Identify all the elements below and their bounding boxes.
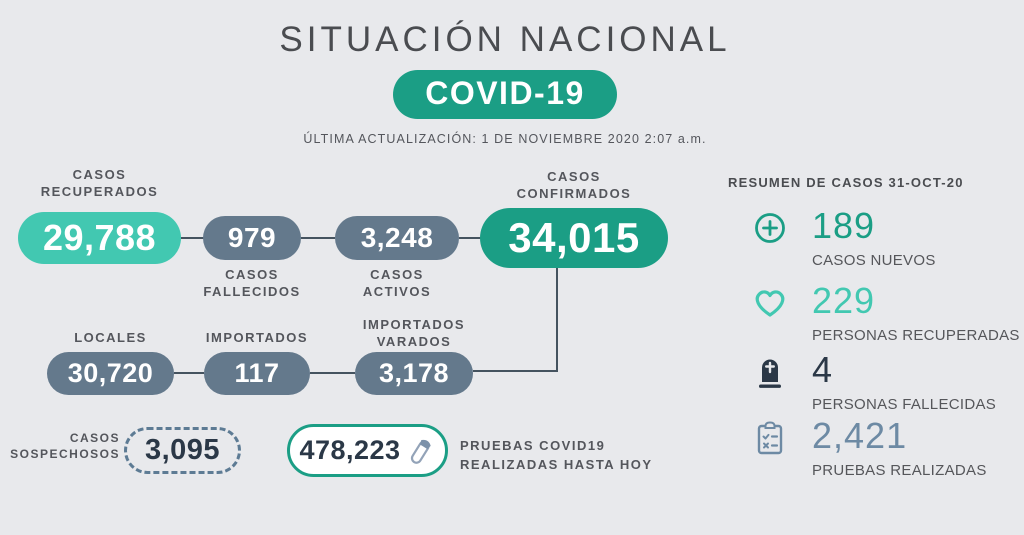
summary-row-casos-nuevos [744,206,936,269]
pill-casos-confirmados: 34,015 [480,208,668,268]
summary-row-personas-recuperadas [744,281,1020,344]
pill-pruebas-realizadas [287,424,448,477]
heart-icon [744,281,796,325]
summary-row-personas-fallecidas [744,350,996,413]
summary-label: CASOS NUEVOS [812,252,936,269]
connector-recovered-deceased [181,237,204,239]
pill-importados-varados: 3,178 [355,352,473,395]
tombstone-icon [744,350,796,394]
pill-locales: 30,720 [47,352,174,395]
summary-label: PRUEBAS REALIZADAS [812,462,987,479]
page-title: SITUACIÓN NACIONAL [279,20,731,59]
summary-label: PERSONAS FALLECIDAS [812,396,997,413]
summary-value: 2,421 [812,415,908,456]
connector-local-imported [174,372,204,374]
last-updated-text: ÚLTIMA ACTUALIZACIÓN: 1 DE NOVIEMBRE 2020 2:07 a.m. [303,132,707,146]
summary-row-pruebas-realizadas [744,416,987,479]
clipboard-icon [744,416,796,460]
summary-value: 229 [812,280,876,321]
label-casos-fallecidos: CASOS FALLECIDOS [203,267,301,299]
summary-value: 189 [812,205,876,246]
label-locales: LOCALES [74,330,147,345]
label-pruebas-covid19: PRUEBAS COVID19 REALIZADAS HASTA HOY [460,438,653,472]
pill-casos-activos: 3,248 [335,216,459,260]
pill-casos-recuperados: 29,788 [18,212,181,264]
connector-confirmed-elbow-horizontal [473,370,558,372]
label-casos-recuperados: CASOS RECUPERADOS [40,167,159,199]
connector-active-confirmed [459,237,481,239]
label-importados: IMPORTADOS [205,330,309,345]
pill-importados: 117 [204,352,310,395]
label-casos-sospechosos: CASOS SOSPECHOSOS [10,431,120,461]
connector-imported-stranded [310,372,355,374]
summary-title: RESUMEN DE CASOS 31-OCT-20 [728,175,964,190]
tests-total-value: 478,223 [299,435,401,465]
label-importados-varados: IMPORTADOS VARADOS [362,317,466,349]
label-casos-activos: CASOS ACTIVOS [362,267,432,299]
pill-casos-sospechosos: 3,095 [124,427,241,474]
plus-circle-icon [744,206,796,250]
connector-confirmed-elbow-vertical [556,267,558,372]
test-tube-icon [406,435,436,467]
summary-label: PERSONAS RECUPERADAS [812,327,1020,344]
header [0,0,1010,146]
pill-casos-fallecidos: 979 [203,216,301,260]
label-casos-confirmados: CASOS CONFIRMADOS [516,169,632,201]
connector-deceased-active [301,237,335,239]
covid19-badge: COVID-19 [393,70,617,119]
summary-value: 4 [812,349,834,390]
